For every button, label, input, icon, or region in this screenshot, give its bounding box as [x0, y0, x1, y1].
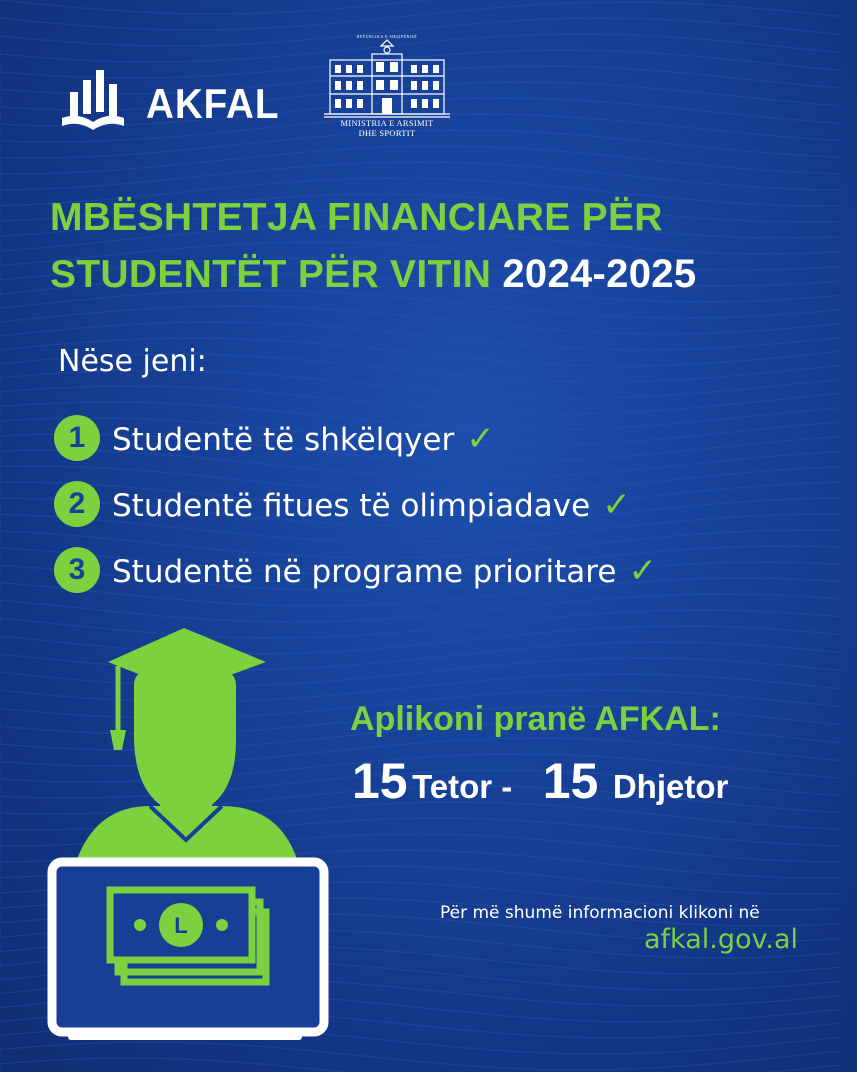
criterion-label: Studentë në programe prioritare [112, 554, 617, 590]
criterion-label: Studentë të shkëlqyer [112, 422, 455, 458]
akfal-logo [58, 66, 280, 136]
headline-line1: MBËSHTETJA FINANCIARE PËR [50, 196, 663, 239]
headline-line2-text: STUDENTËT PËR VITIN [50, 253, 492, 296]
wave-line [0, 306, 840, 334]
ministry-name-line2: DHE SPORTIT [358, 128, 416, 138]
more-info-text: Për më shumë informacioni klikoni në [440, 903, 760, 923]
criterion-item [54, 481, 814, 547]
application-dates [352, 752, 832, 810]
number-badge: 1 [54, 415, 100, 461]
start-month: Tetor - [412, 768, 513, 805]
number-badge: 2 [54, 481, 100, 527]
headline [50, 190, 840, 303]
headline-line2 [50, 246, 840, 303]
ministry-name [320, 118, 454, 138]
apply-title: Aplikoni pranë AFKAL: [350, 700, 721, 738]
criterion-label: Studentë fitues të olimpiadave [112, 488, 591, 524]
criterion-text [112, 551, 657, 591]
criteria-list [54, 415, 814, 613]
wave-line [0, 386, 840, 414]
start-day: 15 [352, 753, 408, 809]
currency-symbol: L [174, 913, 188, 938]
end-day: 15 [542, 753, 599, 809]
criterion-text [112, 485, 631, 525]
criterion-text [112, 419, 495, 459]
checkmark-icon: ✓ [628, 551, 657, 591]
akfal-wordmark: AKFAL [146, 80, 280, 127]
graduate-laptop-money-icon [0, 600, 340, 1072]
wave-line [0, 2, 840, 30]
number-badge: 3 [54, 547, 100, 593]
website-link[interactable]: afkal.gov.al [644, 924, 799, 955]
ministry-logo [320, 34, 454, 142]
criterion-item [54, 415, 814, 481]
wave-line [0, 0, 840, 14]
checkmark-icon: ✓ [466, 419, 495, 459]
ministry-name-line1: MINISTRIA E ARSIMIT [340, 118, 434, 128]
checkmark-icon: ✓ [602, 485, 631, 525]
wave-line [0, 146, 840, 174]
intro-text: Nëse jeni: [58, 344, 207, 379]
end-month: Dhjetor [612, 768, 729, 805]
bar-chart-book-icon [58, 66, 128, 136]
ministry-republic-text: REPUBLIKA E SHQIPËRISË [356, 34, 418, 39]
ministry-building-icon [320, 36, 454, 120]
headline-year: 2024-2025 [502, 252, 697, 296]
